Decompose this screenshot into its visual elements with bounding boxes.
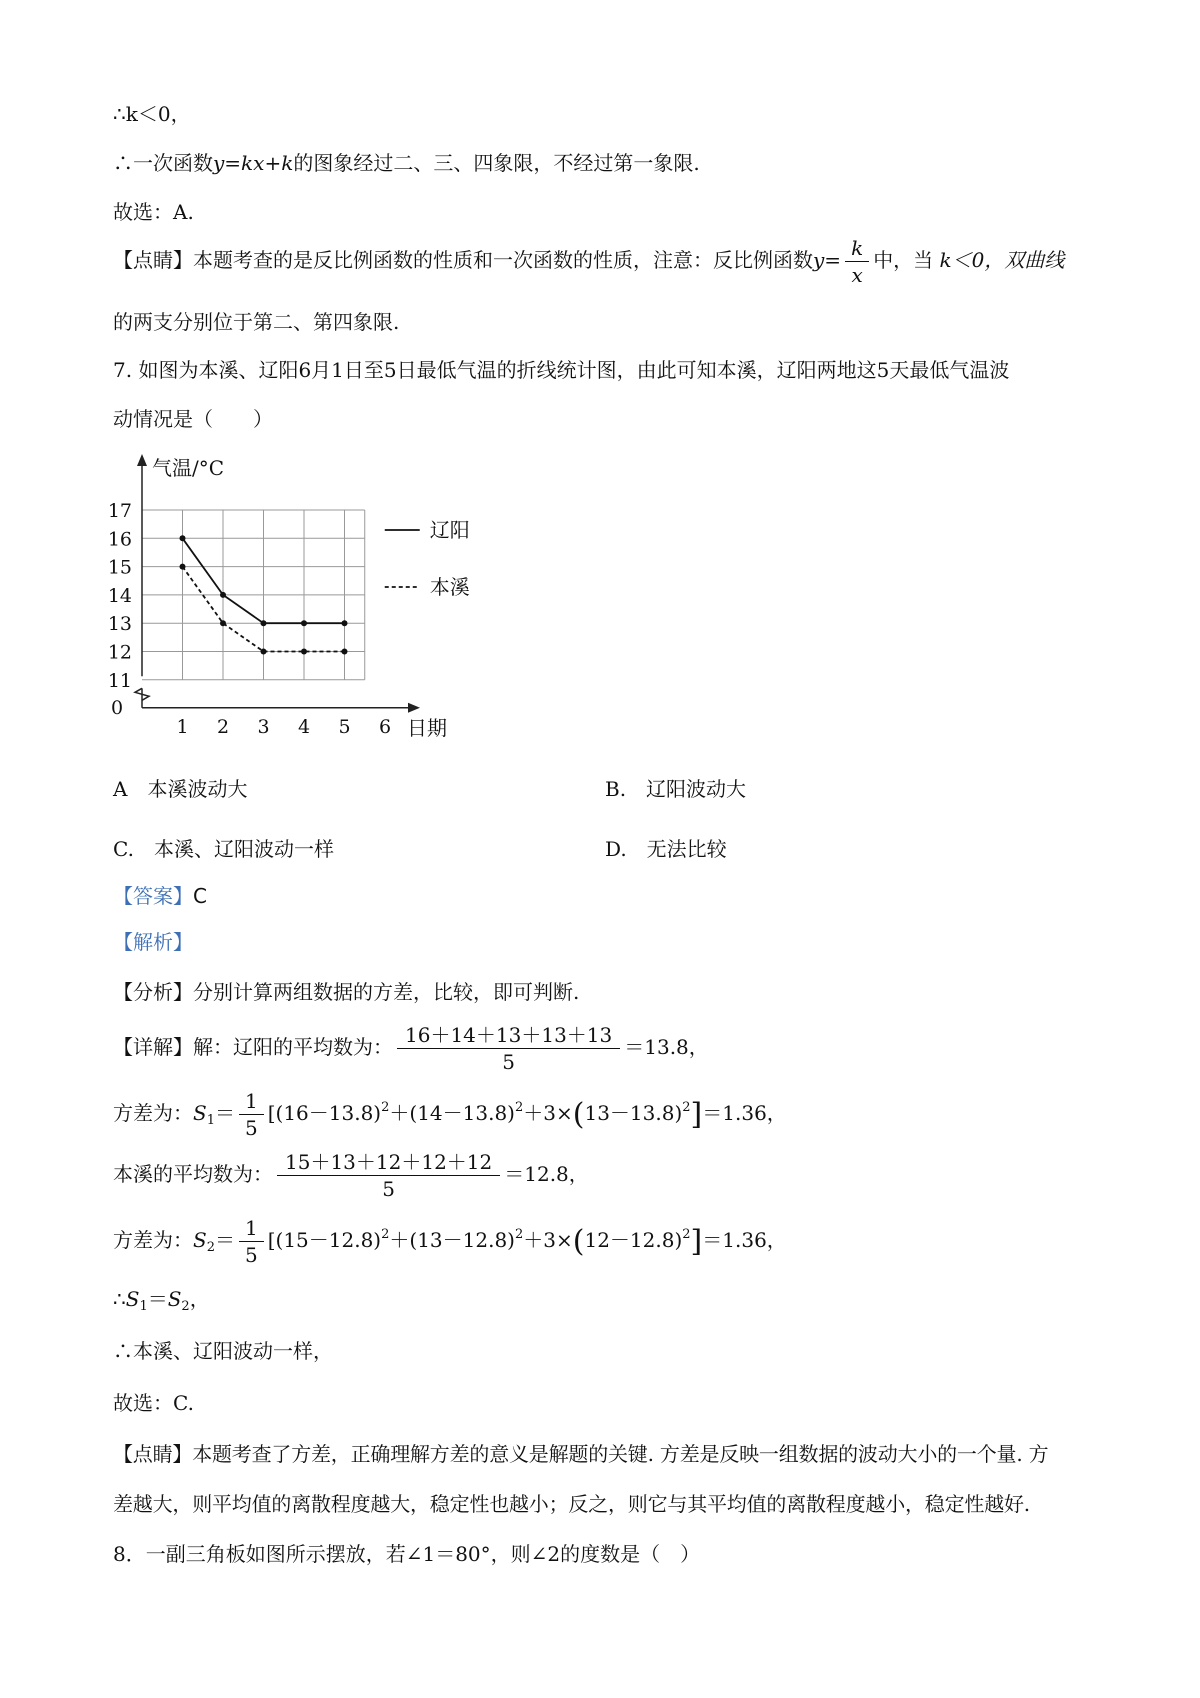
y-axis-arrow (137, 454, 147, 466)
data-point (180, 564, 186, 570)
y-tick-label: 12 (107, 641, 132, 664)
conclusion-s: $\therefore S_1=S_2$， (113, 1287, 210, 1314)
x-tick-label: 3 (257, 715, 270, 738)
data-point (220, 620, 226, 626)
variance-line-1: 方差为：$S_1=$ $\frac{1}{5}$ $[(16-13.8)^2+(14-13.8)^2+3\times(13-13.8)^2]=1.36$， (113, 1089, 787, 1140)
question-7: 7. 如图为本溪、辽阳6月1日至5日最低气温的折线统计图，由此可知本溪，辽阳两地这5天最低气温波 (113, 358, 1010, 382)
x-tick-label: 1 (176, 715, 189, 738)
x-axis-arrow (408, 703, 420, 713)
dianjing-2: 差越大，则平均值的离散程度越大，稳定性也越小；反之，则它与其平均值的离散程度越小，稳定性越好. (113, 1492, 1030, 1516)
text: 的图象经过二、三、四象限，不经过第一象限. (293, 151, 700, 175)
conclusion-text: ∴本溪、辽阳波动一样， (113, 1339, 333, 1363)
text: ＝13.8， (624, 1035, 709, 1059)
question-7-cont: 动情况是（ ） (113, 407, 273, 431)
text-line: 的两支分别位于第二、第四象限. (113, 310, 400, 334)
data-point (301, 649, 307, 655)
analysis-tag: 【解析】 (113, 930, 193, 954)
text: ∴一次函数 (113, 151, 213, 175)
formula: y= (813, 248, 842, 272)
data-point (261, 620, 267, 626)
detail-line (113, 1017, 709, 1077)
text-line: ∴k＜0， (113, 102, 191, 126)
y-tick-label: 17 (107, 500, 132, 522)
option-a: A 本溪波动大 (113, 777, 248, 801)
x-tick-label: 4 (297, 715, 311, 738)
text: 中，当 (873, 248, 934, 272)
text-line (113, 149, 700, 177)
x-tick-label: 6 (378, 715, 392, 738)
data-point (220, 592, 226, 598)
text-line (113, 230, 1064, 290)
answer-value: C (193, 884, 207, 908)
fraction: $\frac{k}{x}$ (845, 235, 869, 288)
data-point (261, 649, 267, 655)
y-tick-label: 0 (110, 696, 124, 719)
option-b: B. 辽阳波动大 (605, 777, 747, 801)
option-c: C. 本溪、辽阳波动一样 (113, 837, 334, 861)
answer-tag: 【答案】 (113, 884, 193, 908)
analysis-text: 【分析】分别计算两组数据的方差，比较，即可判断. (113, 980, 580, 1004)
y-tick-label: 13 (107, 613, 132, 636)
fraction: $\frac{16+14+13+13+13}{5}$ (397, 1022, 620, 1075)
question-8: 8．一副三角板如图所示摆放，若∠1＝80°，则∠2的度数是（ ） (113, 1542, 701, 1566)
text: 【详解】解：辽阳的平均数为： (113, 1035, 393, 1059)
y-tick-label: 16 (107, 528, 132, 551)
y-tick-label: 14 (107, 584, 132, 607)
benxi-mean-line: 本溪的平均数为： $\frac{15+13+12+12+12}{5}$ ＝12.8， (113, 1150, 589, 1201)
x-axis-label: 日期 (407, 715, 447, 740)
data-point (342, 620, 348, 626)
formula: k＜0，双曲线 (939, 248, 1065, 272)
legend-label: 本溪 (429, 575, 470, 599)
y-axis-label: 气温/°C (152, 456, 225, 480)
legend-label: 辽阳 (429, 518, 470, 542)
y-tick-label: 11 (107, 669, 132, 692)
data-point (180, 535, 186, 541)
option-d: D. 无法比较 (605, 837, 727, 861)
choose-line: 故选：C. (113, 1391, 194, 1415)
formula: y=kx+k (213, 151, 294, 175)
line-chart (0, 440, 1200, 770)
variance-line-2: 方差为：$S_2=$ $\frac{1}{5}$ $[(15-12.8)^2+(13-12.8)^2+3\times(12-12.8)^2]=1.36$， (113, 1216, 787, 1267)
y-tick-label: 15 (107, 556, 132, 579)
data-point (301, 620, 307, 626)
data-point (342, 649, 348, 655)
x-tick-label: 5 (338, 715, 351, 738)
dianjing-1: 【点睛】本题考查了方差，正确理解方差的意义是解题的关键. 方差是反映一组数据的波动大小的一个量. 方 (113, 1442, 1049, 1466)
text-line: 故选：A. (113, 200, 194, 224)
text: 【点睛】本题考查的是反比例函数的性质和一次函数的性质，注意：反比例函数 (113, 248, 813, 272)
answer-line (113, 882, 207, 910)
x-tick-label: 2 (216, 715, 230, 738)
